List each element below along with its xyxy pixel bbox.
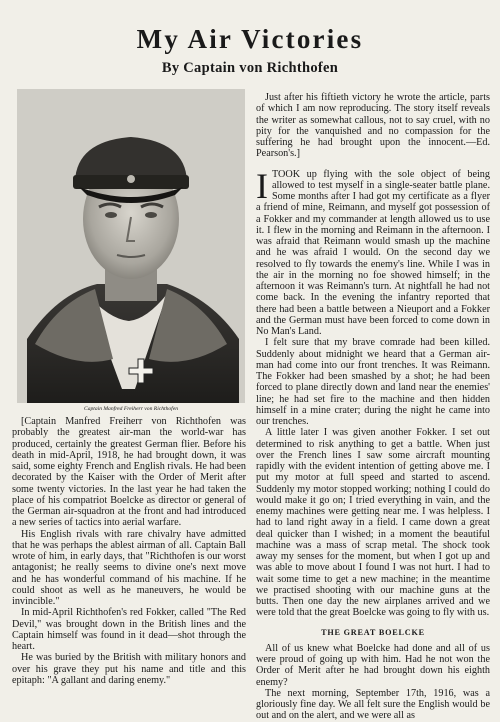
story-paragraph: I felt sure that my brave comrade had been killed. Suddenly about midnight we heard that a German air-man had come into our front trenches. It was Reimann. The Fokker had been smashed by a shot; he had been forced to plane directly down and land near the enemies' line; he had set fire to the machine and then hidden himself in a mine crater; during the night he came into our trenches. [256,337,490,427]
story-body [256,165,490,722]
story-first-paragraph: TOOK up flying with the sole object of being allowed to test myself in a single-seater battle plane. Some months after I had got my certificate as a flyer a friend of mine, Reimann, and myself got possession of a Fokker and my commander at length allowed us to use it. I flew in the morning and Reimann in the afternoon. I was afraid that Reimann would smash up the machine and he was afraid I would. On the second day we resolved to fly towards the enemy's line. While I was in the air in the morning no foe showed himself; in the afternoon it was Reimann's turn. At nightfall he had not come back. In the evening the infantry reported that there had been a battle between a Nieuport and a Fokker and the German must have been forced to come down in No Man's Land. [256,168,490,337]
intro-paragraph: His English rivals with rare chivalry have admitted that he was perhaps the ablest airman of all. Captain Ball wrote of him, in early days, that "Richthofen is our worst antagonist; he really seems to divine one's next move and he has wonderful command of his machine. If he could shoot as well as he maneuvers, he would be invincible." [12,528,246,607]
article-byline: By Captain von Richthofen [161,60,339,76]
portrait-photo [17,89,245,403]
photo-caption: Captain Manfred Freiherr von Richthofen [83,406,179,412]
article-title: My Air Victories [136,24,364,54]
editor-note-text: Just after his fiftieth victory he wrote the article, parts of which I am now reproducing. The story itself reveals the writer as somewhat callous, not to say cruel, with no pity for the vanquished and no compassion for the suffering he had brought upon the innocent.—Ed. Pearson's.] [256,92,490,160]
intro-paragraph: In mid-April Richthofen's red Fokker, called "The Red Devil," was brought down in the British lines and the Captain himself was found in it dead—shot through the heart. [12,607,246,652]
editor-note [256,92,490,160]
story-paragraph: All of us knew what Boelcke had done and all of us were proud of going up with him. Had he not won the Order of Merit after he had brought down his eighth enemy? [256,642,490,688]
drop-cap: I [256,165,268,206]
portrait-illustration [17,89,245,403]
intro-column [12,416,246,686]
section-subhead: THE GREAT BOELCKE [321,627,425,637]
intro-paragraph: He was buried by the British with military honors and over his grave they put his name and title and this epitaph: "A gallant and daring enemy." [12,652,246,686]
story-paragraph: A little later I was given another Fokker. I set out determined to risk anything to get a battle. When just over the French lines I saw some aircraft mounting rapidly with the evident intention of getting above me. I put my motor at full speed and started to ascend. Suddenly my motor stopped working; nothing I could do would make it go on; I tried everything in vain, and the enemy machines were getting near me. I was helpless. I had to land right away in a field. I came down a great deal quicker than I wished; in a moment the beautiful machine was a mass of scrap metal. The shock took away my senses for the moment, but when I got up and was able to move about I found I was not hurt. I had to wait some time to get a new machine; in the meantime we practised shooting with our machine guns at the butts. Then one day the new airplanes arrived and we were told that the great Boelcke was going to fly with us. [256,427,490,619]
intro-paragraph: [Captain Manfred Freiherr von Richthofen was probably the greatest air-man the world-war has produced, certainly the greatest German flier. Before his death in mid-April, 1918, he had brought down, it was said, some eighty French and English rivals. He had been decorated by the Kaiser with the Order of Merit after some twenty victories. In the last year he had taken the place of his compatriot Boelcke as director or general of the German air-squadron at the front and had introduced a new series of tactics into aerial warfare. [12,416,246,529]
story-column [256,92,490,722]
story-paragraph: The next morning, September 17th, 1916, was a gloriously fine day. We all felt sure the English would be out and on the alert, and we were all as [256,687,490,722]
